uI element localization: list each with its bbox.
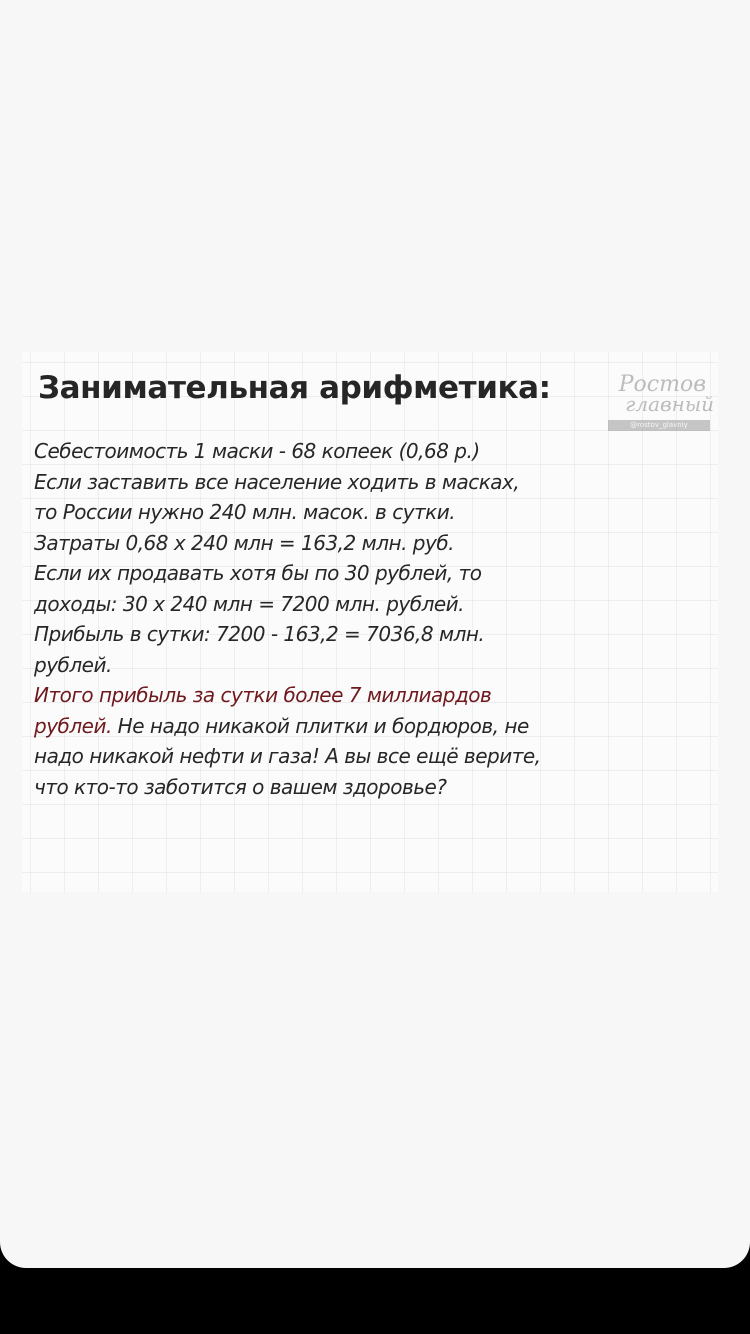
body-line: Если заставить все население ходить в масках,	[34, 469, 520, 494]
body-line: Прибыль в сутки: 7200 - 163,2 = 7036,8 млн.	[34, 622, 485, 646]
conclusion-text: Не надо никакой плитки и бордюров, не	[111, 713, 529, 738]
body-line: то России нужно 240 млн. масок. в сутки.	[34, 500, 456, 524]
conclusion-line	[34, 711, 710, 742]
post-title: Занимательная арифметика:	[38, 370, 551, 406]
watermark-line-1: Ростов	[618, 372, 706, 397]
post-body	[34, 436, 710, 802]
body-line: рублей.	[34, 652, 112, 677]
bottom-black-bar	[0, 1268, 750, 1334]
watermark-line-2: главный	[625, 392, 714, 416]
watermark-logo	[588, 354, 716, 434]
conclusion-line: что кто-то заботится о вашем здоровье?	[34, 774, 447, 799]
post-image	[22, 352, 718, 892]
body-line: Себестоимость 1 маски - 68 копеек (0,68 р.)	[34, 439, 480, 463]
body-line: Затраты 0,68 х 240 млн = 163,2 млн. руб.	[34, 530, 455, 555]
body-line: Если их продавать хотя бы по 30 рублей, то	[34, 561, 482, 585]
body-line: доходы: 30 х 240 млн = 7200 млн. рублей.	[34, 591, 465, 616]
watermark-tag: @rostov_glavniy	[608, 420, 710, 431]
conclusion-line: надо никакой нефти и газа! А вы все ещё верите,	[34, 744, 541, 768]
conclusion-highlight: Итого прибыль за сутки более 7 миллиардов	[34, 683, 492, 707]
conclusion-highlight-end: рублей.	[34, 713, 112, 738]
